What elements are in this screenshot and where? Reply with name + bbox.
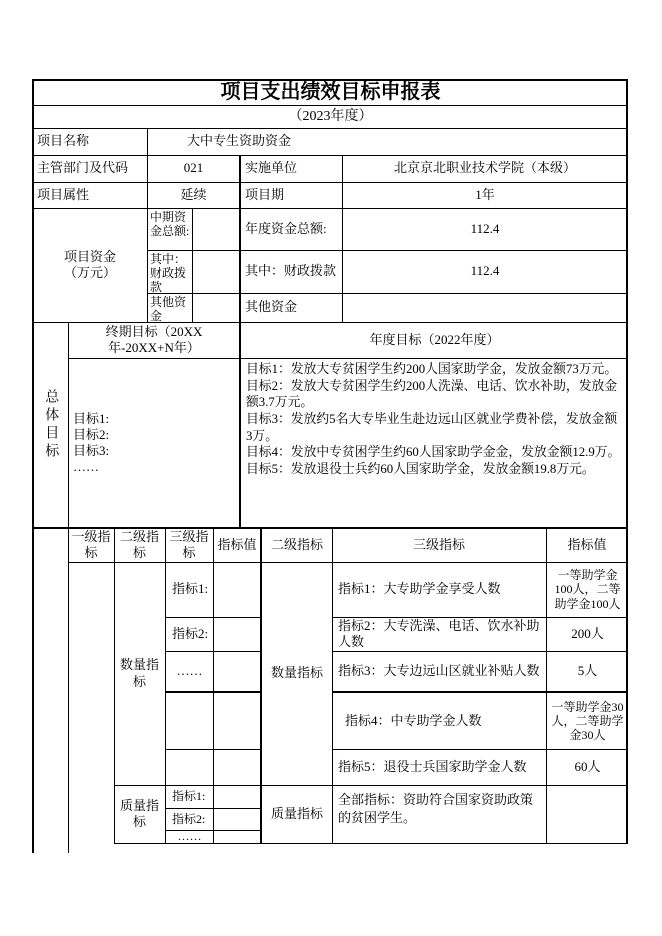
final-goal-list (68, 358, 240, 528)
project-name-value: 大中专生资助资金 (187, 133, 292, 149)
header-level3-right: 三级指标 (412, 536, 465, 552)
final-goal-line: 目标1: (73, 410, 110, 426)
quality-label-right: 质量指标 (270, 805, 323, 821)
final-goal-line: 目标2: (73, 426, 110, 442)
department-label: 主管部门及代码 (37, 160, 129, 176)
quantity-indicator-2: 指标2：大专洗澡、电话、饮水补助人数 (338, 618, 540, 649)
funding-section-label-line2: （万元） (63, 265, 116, 280)
quantity-indicator-5: 指标5：退役士兵国家助学金人数 (338, 758, 527, 774)
quantity-value-2: 200人 (571, 625, 604, 641)
header-value-right: 指标值 (567, 536, 607, 552)
quantity-label-right: 数量指标 (270, 665, 323, 681)
final-goal-line: …… (73, 459, 99, 475)
funding-year-label-other: 其他资金 (245, 299, 298, 315)
attribute-value: 延续 (180, 186, 207, 202)
quality-left-item-2: 指标2: (172, 811, 206, 826)
final-goal-header: 终期目标（20XX年-20XX+N年） (105, 323, 203, 355)
form-year-subtitle: （2023年度） (288, 108, 373, 124)
department-code-value: 021 (183, 160, 204, 176)
overall-goal-vertical-text: 总体目标 (43, 389, 59, 461)
annual-goal-line: 目标3：发放约5名大专毕业生赴边远山区就业学费补偿，发放金额3万。 (246, 411, 618, 443)
project-name-label: 项目名称 (37, 133, 90, 149)
funding-mid-value-fiscal (192, 250, 240, 293)
annual-goal-list (241, 358, 628, 528)
overall-goal-section-label (33, 322, 68, 528)
form-title: 项目支出绩效目标申报表 (220, 81, 441, 103)
annual-goal-line: 目标4：发放中专贫困学生约60人国家助学金金，发放金额12.9万。 (246, 445, 621, 460)
attribute-label: 项目属性 (37, 186, 90, 202)
funding-year-label-total: 年度资金总额: (245, 220, 327, 236)
quality-indicator-all: 全部指标：资助符合国家资助政策的贫困学生。 (338, 792, 534, 825)
grid-line (165, 749, 261, 750)
funding-year-value-total: 112.4 (470, 220, 500, 236)
quantity-left-item-3: …… (176, 662, 203, 678)
funding-section-label-line1: 项目资金 (63, 248, 116, 264)
funding-year-value-other (342, 293, 628, 322)
quantity-left-item-2: 指标2: (172, 625, 209, 641)
annual-goal-line: 目标2：发放大专贫困学生约200人洗澡、电话、饮水补助，发放金额3.7万元。 (246, 378, 618, 410)
funding-year-value-fiscal: 112.4 (470, 263, 500, 279)
quantity-indicator-1: 指标1：大专助学金享受人数 (338, 581, 501, 597)
funding-mid-label-fiscal: 其中：财政拨款 (150, 252, 187, 293)
border-bottom (114, 843, 628, 844)
quantity-value-3: 5人 (577, 662, 598, 678)
funding-mid-label-other: 其他资金 (150, 295, 187, 322)
annual-goal-header: 年度目标（2022年度） (369, 331, 500, 347)
quantity-label-left: 数量指标 (119, 657, 159, 689)
quantity-indicator-3: 指标3：大专边远山区就业补贴人数 (338, 663, 540, 679)
funding-mid-label-total: 中期资金总额: (150, 210, 190, 239)
header-level3-left: 三级指标 (169, 528, 209, 560)
quality-left-item-3: …… (177, 830, 202, 843)
funding-year-label-fiscal: 其中：财政拨款 (245, 263, 337, 279)
header-value-left: 指标值 (217, 536, 257, 552)
header-level2-left: 二级指标 (119, 528, 159, 560)
quantity-value-5: 60人 (574, 758, 601, 774)
funding-section-label (33, 208, 147, 322)
period-label: 项目期 (245, 186, 285, 202)
annual-goal-line: 目标5：发放退役士兵约60人国家助学金，发放金额19.8万元。 (246, 461, 595, 476)
quantity-value-1: 一等助学金100人，二等助学金100人 (554, 568, 621, 611)
implementing-unit-value: 北京京北职业技术学院（本级） (393, 160, 576, 176)
header-level1: 一级指标 (71, 528, 111, 560)
header-level2-right: 二级指标 (270, 536, 323, 552)
quality-label-left: 质量指标 (119, 797, 159, 829)
funding-mid-value-other (192, 293, 240, 322)
funding-mid-value-total (192, 208, 240, 250)
implementing-unit-label: 实施单位 (245, 160, 298, 176)
quantity-left-item-1: 指标1: (172, 581, 209, 597)
quantity-indicator-4: 指标4：中专助学金人数 (345, 712, 482, 728)
period-value: 1年 (475, 186, 495, 202)
annual-goal-line: 目标1：发放大专贫困学生约200人国家助学金，发放金额73万元。 (246, 362, 618, 376)
quality-left-item-1: 指标1: (172, 789, 206, 803)
grid-line (213, 528, 214, 843)
grid-line (165, 691, 261, 693)
quality-value (547, 785, 628, 843)
final-goal-line: 目标3: (73, 443, 110, 458)
quantity-value-4: 一等助学金30人，二等助学金30人 (551, 699, 624, 743)
